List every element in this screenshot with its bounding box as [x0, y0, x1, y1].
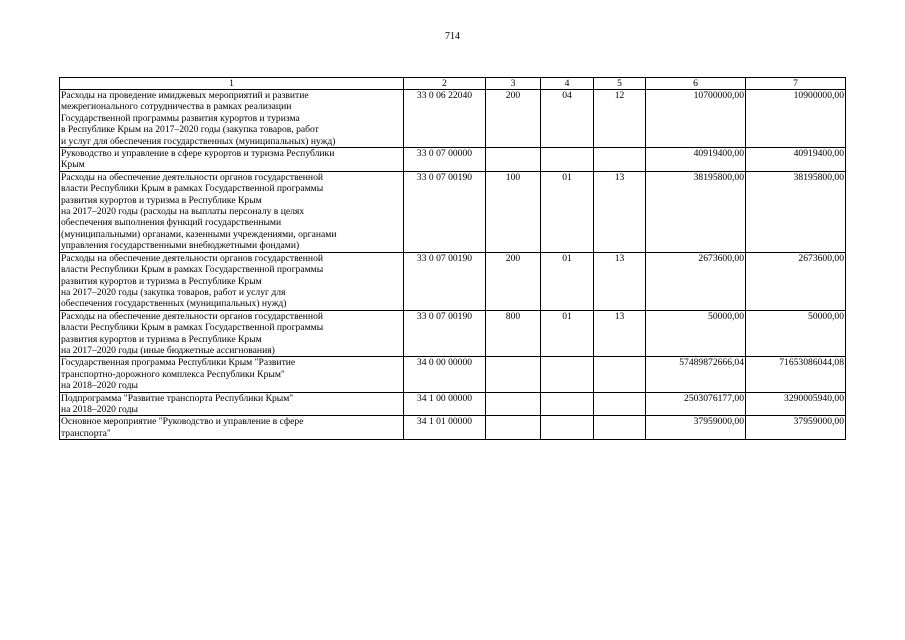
expense-name-cell — [60, 310, 404, 357]
table-row — [60, 416, 846, 440]
expense-name-line: Государственная программа Республики Крым "Развитие — [61, 357, 296, 369]
expense-type-cell: 800 — [486, 310, 541, 357]
expense-name-line: развития курортов и туризма в Республике Крым — [61, 275, 262, 287]
expense-name-line: транспортно-дорожного комплекса Республики Крым" — [61, 368, 285, 380]
amount-2019-cell: 57489872666,04 — [646, 357, 746, 392]
header-col-6: 6 — [646, 78, 746, 90]
amount-2019-cell: 50000,00 — [646, 310, 746, 357]
subsection-cell: 13 — [594, 252, 646, 310]
budget-code-cell: 33 0 07 00190 — [404, 310, 486, 357]
amount-2019-cell: 38195800,00 — [646, 171, 746, 252]
expense-name-line: в Республике Крым на 2017–2020 годы (закупка товаров, работ — [61, 124, 319, 136]
header-col-7: 7 — [746, 78, 846, 90]
amount-2020-cell: 37959000,00 — [746, 416, 846, 440]
amount-2020-cell: 10900000,00 — [746, 90, 846, 148]
expense-name-line: власти Республики Крым в рамках Государственной программы — [61, 322, 324, 334]
amount-2019-cell: 2673600,00 — [646, 252, 746, 310]
expense-name-line: межрегионального сотрудничества в рамках реализации — [61, 101, 292, 113]
expense-name-line: (муниципальными) органами, казенными учреждениями, органами — [61, 228, 337, 240]
section-cell: 01 — [541, 171, 594, 252]
expense-name-line: обеспечения государственных (муниципальных) нужд) — [61, 298, 287, 310]
expense-type-cell — [486, 392, 541, 416]
table-row — [60, 252, 846, 310]
expense-name-line: на 2017–2020 годы (иные бюджетные ассигнования) — [61, 344, 275, 356]
expense-name-line: транспорта" — [61, 427, 111, 439]
expense-name-line: и услуг для обеспечения государственных (муниципальных) нужд) — [61, 135, 336, 147]
expense-name-line: развития курортов и туризма в Республике Крым — [61, 333, 262, 345]
subsection-cell: 13 — [594, 171, 646, 252]
amount-2020-cell: 71653086044,08 — [746, 357, 846, 392]
table-row — [60, 310, 846, 357]
header-col-1: 1 — [60, 78, 404, 90]
budget-code-cell: 33 0 06 22040 — [404, 90, 486, 148]
table-row — [60, 392, 846, 416]
expense-name-line: власти Республики Крым в рамках Государственной программы — [61, 183, 324, 195]
table-row — [60, 171, 846, 252]
section-cell — [541, 392, 594, 416]
expense-name-cell — [60, 252, 404, 310]
expense-name-line: Крым — [61, 159, 85, 171]
subsection-cell — [594, 148, 646, 172]
expense-name-line: Подпрограмма "Развитие транспорта Республики Крым" — [61, 392, 294, 404]
budget-code-cell: 33 0 07 00000 — [404, 148, 486, 172]
expense-name-cell — [60, 392, 404, 416]
expense-name-line: на 2017–2020 годы (расходы на выплаты персоналу в целях — [61, 206, 305, 218]
amount-2020-cell: 40919400,00 — [746, 148, 846, 172]
page-number: 714 — [445, 31, 460, 42]
section-cell — [541, 357, 594, 392]
expense-name-line: обеспечения выполнения функций государственными — [61, 217, 282, 229]
amount-2020-cell: 2673600,00 — [746, 252, 846, 310]
expense-type-cell: 100 — [486, 171, 541, 252]
expense-name-cell — [60, 357, 404, 392]
subsection-cell — [594, 392, 646, 416]
amount-2019-cell: 37959000,00 — [646, 416, 746, 440]
expense-name-line: на 2018–2020 годы — [61, 380, 138, 392]
section-cell — [541, 148, 594, 172]
header-col-3: 3 — [486, 78, 541, 90]
expense-name-line: Расходы на обеспечение деятельности органов государственной — [61, 310, 324, 322]
expense-type-cell — [486, 357, 541, 392]
expense-name-line: власти Республики Крым в рамках Государственной программы — [61, 264, 324, 276]
budget-code-cell: 33 0 07 00190 — [404, 252, 486, 310]
amount-2019-cell: 2503076177,00 — [646, 392, 746, 416]
amount-2020-cell: 50000,00 — [746, 310, 846, 357]
budget-code-cell: 34 1 00 00000 — [404, 392, 486, 416]
expense-name-cell — [60, 90, 404, 148]
table-row — [60, 357, 846, 392]
expense-name-line: управления государственными внебюджетными фондами) — [61, 240, 300, 252]
table-row — [60, 148, 846, 172]
expense-type-cell — [486, 416, 541, 440]
expense-name-line: Расходы на обеспечение деятельности органов государственной — [61, 171, 324, 183]
expense-type-cell — [486, 148, 541, 172]
budget-table — [59, 77, 846, 440]
subsection-cell: 12 — [594, 90, 646, 148]
expense-name-line: Основное мероприятие "Руководство и управление в сфере — [61, 416, 304, 428]
expense-name-line: развития курортов и туризма в Республике Крым — [61, 194, 262, 206]
expense-name-line: Государственной программы развития курортов и туризма — [61, 112, 300, 124]
section-cell: 01 — [541, 310, 594, 357]
section-cell: 01 — [541, 252, 594, 310]
amount-2020-cell: 38195800,00 — [746, 171, 846, 252]
header-col-4: 4 — [541, 78, 594, 90]
expense-name-cell — [60, 416, 404, 440]
table-header-row — [60, 78, 846, 90]
expense-name-line: Расходы на обеспечение деятельности органов государственной — [61, 252, 324, 264]
expense-name-line: на 2017–2020 годы (закупка товаров, работ и услуг для — [61, 286, 286, 298]
subsection-cell: 13 — [594, 310, 646, 357]
expense-name-line: Руководство и управление в сфере курортов и туризма Республики — [61, 148, 335, 160]
subsection-cell — [594, 357, 646, 392]
expense-name-cell — [60, 171, 404, 252]
expense-name-cell — [60, 148, 404, 172]
header-col-2: 2 — [404, 78, 486, 90]
expense-name-line: Расходы на проведение имиджевых мероприятий и развитие — [61, 90, 309, 101]
subsection-cell — [594, 416, 646, 440]
expense-name-line: на 2018–2020 годы — [61, 403, 138, 415]
amount-2019-cell: 10700000,00 — [646, 90, 746, 148]
section-cell: 04 — [541, 90, 594, 148]
budget-code-cell: 33 0 07 00190 — [404, 171, 486, 252]
amount-2019-cell: 40919400,00 — [646, 148, 746, 172]
header-col-5: 5 — [594, 78, 646, 90]
expense-type-cell: 200 — [486, 252, 541, 310]
budget-code-cell: 34 1 01 00000 — [404, 416, 486, 440]
section-cell — [541, 416, 594, 440]
expense-type-cell: 200 — [486, 90, 541, 148]
budget-code-cell: 34 0 00 00000 — [404, 357, 486, 392]
amount-2020-cell: 3290005940,00 — [746, 392, 846, 416]
table-row — [60, 90, 846, 148]
